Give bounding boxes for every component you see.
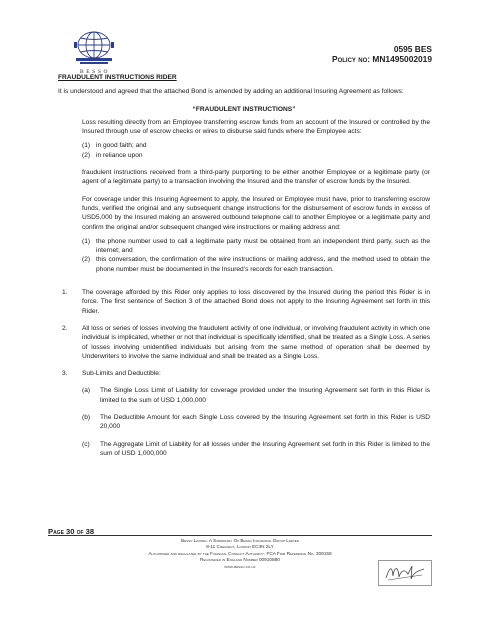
footer-line: www.besso.co.uk	[224, 563, 256, 569]
acts-list	[82, 141, 430, 160]
policy-number: MN1495002019	[372, 54, 432, 64]
logo-wordmark: BESSO	[79, 69, 111, 75]
agreement-text	[58, 118, 430, 274]
rider-title: FRAUDULENT INSTRUCTIONS RIDER	[58, 74, 177, 81]
besso-logo-icon	[70, 28, 118, 66]
footer-divider	[48, 535, 432, 536]
loss-paragraph: Loss resulting directly from an Employee transferring escrow funds from an account of the Insured or controlled by the Insured through use of escrow checks or wires to disburse said funds where the Employee acts:	[82, 118, 430, 136]
footer-line: Registered in England Number 00910880	[200, 557, 280, 563]
list-item: 3. Sub-Limits and Deductible:	[62, 370, 161, 378]
footer-address	[48, 538, 432, 570]
fraudulent-instructions-paragraph: fraudulent instructions received from a third-party purporting to be either another Employee or a legitimate party (or agent of a legitimate party) to a transaction involving the Insured and the transfer of escrow funds by the Insured.	[82, 169, 430, 186]
footer-line: Authorised and regulated by the Financial Conduct Authority. FCA Firm Reference No. 309159	[148, 550, 332, 556]
policy-number-line	[332, 54, 432, 64]
reference-code: 0595 BES	[393, 44, 432, 54]
list-item: (2) this conversation, the confirmation of the wire instructions or mailing address, and the method used to obtain the phone number must be documented in the Insured’s records for each transaction.	[82, 256, 430, 273]
agreement-title: “FRAUDULENT INSTRUCTIONS”	[192, 105, 296, 113]
list-item: (b) The Deductible Amount for each Single Loss covered by the Insuring Agreement set forth in this Rider is USD 20,000	[82, 414, 430, 431]
footer-line: Besso Limited. A Subsidiary Of Besso Insurance Group Limited	[181, 538, 299, 543]
footer-line: 8-11 Crescent, London EC3N 2LY	[206, 544, 274, 550]
coverage-condition-paragraph: For coverage under this Insuring Agreement to apply, the Insured or Employee must have, prior to transferring escrow funds, verified the original and any subsequent change instructions for the disbursement of escrow funds in excess of USD5,000 by the Insured making an answered outbound telephone call to another Employee or a legitimate party and confirm the original and/or subsequent changed wire instructions or mailing address and:	[82, 195, 430, 231]
limits-list	[58, 386, 430, 458]
page-number: Page 30 of 38	[48, 527, 95, 536]
list-item: (1) the phone number used to call a legitimate party must be obtained from an independent third party, such as the internet; and	[82, 237, 430, 255]
list-item: (2) in reliance upon	[82, 151, 143, 159]
list-item: 1. The coverage afforded by this Rider only applies to loss discovered by the Insured during the period this Rider is in force. The first sentence of Section 3 of the attached Bond does not apply to the Insuring Agreement set forth in this Rider.	[62, 289, 430, 315]
policy-header	[332, 44, 432, 64]
conditions-list	[82, 237, 430, 274]
list-item: (c) The Aggregate Limit of Liability for all losses under the Insuring Agreement set forth in this Rider is limited to the sum of USD 1,000,000	[82, 440, 430, 457]
list-item: (a) The Single Loss Limit of Liability for coverage provided under the Insuring Agreement set forth in this Rider is limited to the sum of USD 1,000,000	[82, 387, 430, 404]
signature-icon	[378, 560, 432, 586]
list-item: (1) in good faith; and	[82, 142, 147, 150]
policy-label: Policy no:	[332, 54, 371, 64]
intro-paragraph: It is understood and agreed that the attached Bond is amended by adding an additional Insuring Agreement as follows:	[58, 88, 404, 96]
clauses-list	[58, 288, 430, 378]
rider-body	[58, 73, 430, 458]
list-item: 2. All loss or series of losses involving the fraudulent activity of one individual, or involving fraudulent activity in which one individual is implicated, whether or not that individual is specifically identified, shall be treated as a Single Loss. A series of losses involving unidentified individuals but arising from the same method of operation shall be deemed by Underwriters to involve the same individual and shall be treated as a Single Loss.	[62, 324, 430, 360]
